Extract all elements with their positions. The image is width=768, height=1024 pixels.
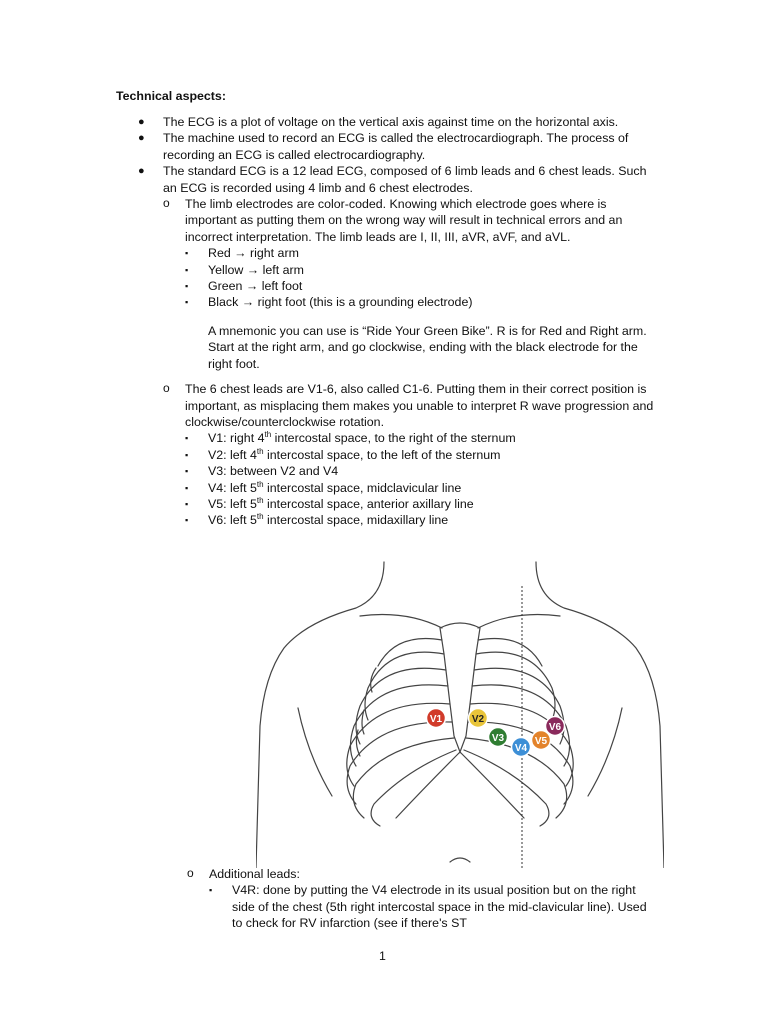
chest-lead-text: V3: between V2 and V4 <box>208 464 339 479</box>
square-bullet: ▪ <box>209 885 213 896</box>
chest-leads-item <box>163 381 658 529</box>
ordinal-suffix: th <box>264 430 272 440</box>
limb-electrodes-item <box>163 196 658 372</box>
circle-bullet: o <box>163 196 170 211</box>
chest-lead-text-rest: intercostal space, midaxillary line <box>263 513 449 528</box>
bullet-item <box>138 130 658 163</box>
square-bullet: ▪ <box>185 449 189 460</box>
square-bullet: ▪ <box>185 466 189 477</box>
square-bullet: ▪ <box>185 297 189 308</box>
bullet-text: The standard ECG is a 12 lead ECG, composed of 6 limb leads and 6 chest leads. Such an ECG is recorded using 4 limb and 6 chest electrodes. <box>163 164 647 195</box>
chest-lead-text: V2: left 4 <box>208 447 257 462</box>
electrode-v4 <box>512 738 531 757</box>
limb-electrode-item <box>185 245 658 261</box>
limb-electrode-text: Red → right arm <box>208 246 299 261</box>
chest-lead-list <box>185 430 658 528</box>
electrode-v5 <box>532 731 551 750</box>
electrode-v1 <box>427 709 446 728</box>
bullet-item <box>138 114 658 130</box>
square-bullet: ▪ <box>185 433 189 444</box>
section-heading: Technical aspects: <box>116 89 226 103</box>
additional-lead-sublist <box>209 882 657 931</box>
square-bullet: ▪ <box>185 281 189 292</box>
chest-lead-text: V5: left 5 <box>208 496 257 511</box>
limb-electrode-item <box>185 262 658 278</box>
square-bullet: ▪ <box>185 248 189 259</box>
bullet-dot: ● <box>138 132 145 145</box>
main-bullet-list <box>138 114 658 529</box>
square-bullet: ▪ <box>185 498 189 509</box>
limb-electrode-item <box>185 278 658 294</box>
additional-leads-item <box>187 866 657 932</box>
ordinal-suffix: th <box>256 479 264 489</box>
limb-electrode-text: Black → right foot (this is a grounding electrode) <box>208 295 473 310</box>
electrode-label: V6 <box>548 722 562 733</box>
electrode-label: V4 <box>514 743 528 754</box>
electrode-label: V5 <box>534 736 548 747</box>
additional-lead-text: V4R: done by putting the V4 electrode in its usual position but on the right side of the chest (5th right intercostal space in the mid-clavicular line). Used to check for RV infarction (see if there's ST <box>232 883 647 931</box>
electrode-label: V3 <box>491 733 505 744</box>
circle-bullet: o <box>187 866 194 880</box>
bullet-text: The machine used to record an ECG is called the electrocardiograph. The process of recording an ECG is called electrocardiography. <box>163 131 629 162</box>
mnemonic-paragraph: A mnemonic you can use is “Ride Your Green Bike”. R is for Red and Right arm. Start at the right arm, and go clockwise, ending with the black electrode for the right foot. <box>208 323 647 371</box>
electrode-label: V2 <box>471 714 485 725</box>
square-bullet: ▪ <box>185 264 189 275</box>
chest-lead-item <box>185 480 658 496</box>
electrode-label: V1 <box>429 714 443 725</box>
bullet-dot: ● <box>138 116 145 128</box>
chest-lead-item <box>185 447 658 463</box>
ordinal-suffix: th <box>256 446 264 456</box>
chest-lead-item <box>185 512 658 528</box>
bullet-dot: ● <box>138 165 145 178</box>
ordinal-suffix: th <box>256 512 264 522</box>
limb-electrode-list <box>185 245 658 311</box>
chest-lead-item <box>185 463 658 479</box>
electrode-v6 <box>546 717 565 736</box>
electrode-v3 <box>489 728 508 747</box>
chest-lead-text-rest: intercostal space, anterior axillary line <box>263 496 474 511</box>
chest-lead-text: V1: right 4 <box>208 431 265 446</box>
chest-intro-text: The 6 chest leads are V1-6, also called C1-6. Putting them in their correct position is important, as misplacing them makes you unable to interpret R wave progression and clockwise/counterclockwise rotation. <box>185 382 654 429</box>
bullet-text: The ECG is a plot of voltage on the vertical axis against time on the horizontal axis. <box>163 115 619 129</box>
chest-lead-text-rest: intercostal space, to the right of the sternum <box>271 431 516 446</box>
limb-electrode-text: Green → left foot <box>208 279 303 294</box>
chest-lead-text-rest: intercostal space, to the left of the sternum <box>263 447 501 462</box>
additional-leads-list <box>187 866 657 932</box>
limb-electrode-item <box>185 294 658 310</box>
circle-bullet: o <box>163 381 170 396</box>
additional-leads-title: Additional leads: <box>209 867 300 881</box>
bullet-item <box>138 163 658 529</box>
chest-lead-text: V4: left 5 <box>208 480 257 495</box>
ordinal-suffix: th <box>256 495 264 505</box>
square-bullet: ▪ <box>185 515 189 526</box>
limb-intro-text: The limb electrodes are color-coded. Knowing which electrode goes where is important as putting them on the wrong way will result in technical errors and an incorrect interpretation. The limb leads are I, II, III, aVR, aVF, and aVL. <box>185 197 623 244</box>
chest-electrode-diagram <box>256 556 664 868</box>
chest-lead-text: V6: left 5 <box>208 513 257 528</box>
limb-electrode-text: Yellow → left arm <box>208 262 304 277</box>
sub-bullet-list <box>163 196 658 529</box>
ribcage-illustration <box>256 556 664 868</box>
chest-lead-item <box>185 496 658 512</box>
additional-lead-item <box>209 882 657 931</box>
chest-lead-text-rest: intercostal space, midclavicular line <box>263 480 462 495</box>
electrode-v2 <box>469 709 488 728</box>
chest-lead-item <box>185 430 658 446</box>
square-bullet: ▪ <box>185 482 189 493</box>
page-number: 1 <box>379 949 386 963</box>
